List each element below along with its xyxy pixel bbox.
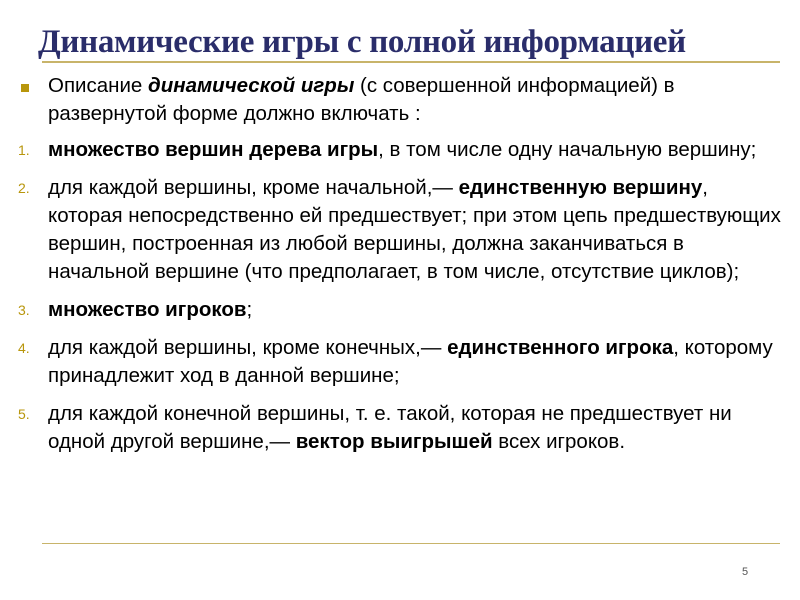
list-item-5 [18, 400, 788, 456]
list-item-4 [18, 334, 788, 390]
item-text-pre: для каждой вершины, кроме начальной,— [48, 176, 459, 199]
intro-emphasis: динамической игры [148, 74, 355, 97]
list-item-1 [18, 136, 788, 164]
item-text: , в том числе одну начальную вершину; [378, 138, 757, 161]
list-marker: 5. [18, 406, 30, 422]
item-text: , которому принадлежит ход в данной вершине; [48, 336, 773, 387]
list-marker: 1. [18, 142, 30, 158]
intro-paragraph [18, 72, 788, 128]
list-marker: 3. [18, 302, 30, 318]
list-item-2 [18, 174, 788, 286]
slide-title: Динамические игры с полной информацией [38, 24, 686, 60]
intro-text-2: (с совершенной информацией) в развернутой форме должно включать : [48, 74, 675, 125]
item-text: , которая непосредственно ей предшествует; при этом цепь предшествующих вершин, построенная из любой вершины, должна заканчиваться в начальной вершине (что предполагает, в том числе, отсутствие циклов); [48, 176, 781, 283]
title-divider [42, 61, 780, 63]
item-text: ; [246, 298, 253, 321]
item-emphasis: единственную вершину [458, 176, 703, 199]
item-emphasis: множество игроков [48, 298, 247, 321]
list-item-3 [18, 296, 788, 324]
square-bullet-icon [21, 84, 29, 92]
item-text-pre: для каждой вершины, кроме конечных,— [48, 336, 448, 359]
item-emphasis: множество вершин дерева игры [48, 138, 379, 161]
page-number: 5 [742, 566, 749, 578]
item-emphasis: вектор выигрышей [295, 430, 493, 453]
intro-text-1: Описание [48, 74, 149, 97]
footer-divider [42, 543, 780, 544]
list-marker: 2. [18, 180, 30, 196]
list-marker: 4. [18, 340, 30, 356]
item-text: всех игроков. [492, 430, 626, 453]
item-text-pre: для каждой конечной вершины, т. е. такой, которая не предшествует ни одной другой вершине,— [48, 402, 732, 453]
content-list [18, 72, 788, 466]
item-emphasis: единственного игрока [447, 336, 674, 359]
